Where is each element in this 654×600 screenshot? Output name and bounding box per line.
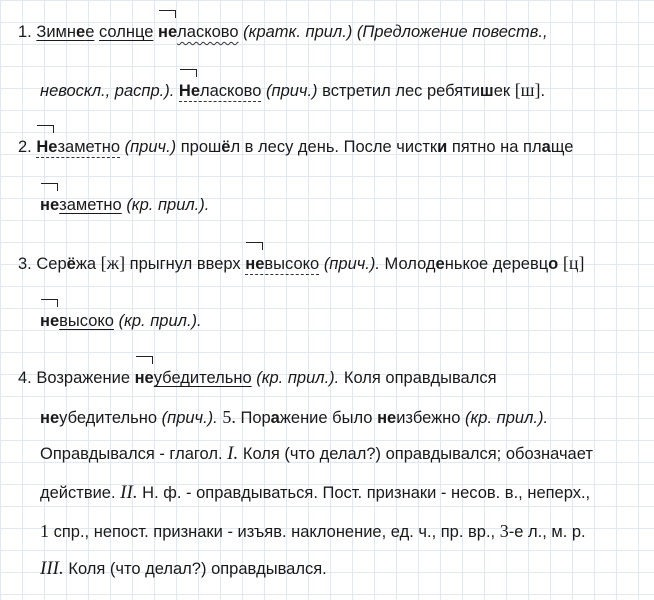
bold-letter: а [541, 138, 551, 156]
word-part: заметно [57, 138, 121, 156]
number: 1 [40, 521, 49, 541]
text [322, 82, 510, 100]
word-part: ек [493, 82, 511, 100]
word-part: заметно [59, 196, 122, 214]
bold-letter: ш [479, 82, 494, 100]
bold-letter: ё [221, 138, 231, 156]
annotation: (прич.) [124, 138, 177, 156]
word-part: пятно на пл [451, 138, 542, 156]
predicate-word [40, 196, 122, 214]
word-part: встретил лес ребяти [322, 82, 480, 100]
word-part: ласково [200, 82, 262, 100]
text [500, 523, 586, 541]
line-12 [40, 558, 654, 580]
predicate-word [135, 369, 252, 387]
bold-letter: о [548, 255, 559, 273]
text: действие. [40, 484, 116, 502]
word-part: л в лесу день. После чистк [230, 138, 438, 156]
text: Н. ф. - оправдываться. Пост. признаки - несов. в., неперх., [142, 484, 591, 502]
line-1 [18, 21, 654, 43]
bold-letter: ё [66, 255, 76, 273]
punct: . [540, 82, 546, 100]
bold-letter: а [270, 409, 280, 427]
item-number: 2. [18, 138, 32, 156]
annotation: (прич.). [161, 409, 218, 427]
annotation: (кр. прил.). [465, 409, 549, 427]
text [181, 138, 574, 156]
annotation: (прич.) [266, 82, 318, 100]
particle-ne: не [134, 369, 154, 387]
text: Коля (что делал?) оправдывался. [68, 560, 327, 578]
particle-ne: не [40, 196, 60, 214]
word-part: жа [75, 255, 97, 273]
particle-ne: не [377, 409, 397, 427]
word-part: прош [180, 138, 222, 156]
subject-word: солнце [98, 23, 154, 41]
text: прыгнул вверх [129, 255, 241, 273]
annotation: (кр. прил.). [256, 369, 340, 387]
word-part: избежно [396, 409, 461, 427]
word-part: ласково [177, 23, 239, 41]
word-part: -е л., м. р. [508, 523, 586, 541]
text [385, 255, 559, 273]
annotation: (кратк. прил.) (Предложение повеств., [243, 23, 548, 41]
text: Коля (что делал?) оправдывался; обозначает [242, 445, 593, 463]
item-number: 4. [18, 369, 32, 387]
transcription: [ш] [514, 80, 541, 100]
word-part: е [85, 23, 95, 41]
line-6 [40, 310, 654, 332]
text: Коля оправдывался [343, 369, 497, 387]
line-9 [40, 443, 654, 465]
word-part: ще [550, 138, 574, 156]
line-8 [40, 406, 654, 429]
subject-word [36, 23, 94, 41]
word-part: Зимн [36, 23, 76, 41]
word-part: убедительно [59, 409, 158, 427]
word-part: Пор [240, 409, 271, 427]
line-5 [18, 252, 654, 275]
line-11 [40, 520, 654, 543]
line-10 [40, 482, 654, 504]
text [240, 409, 460, 427]
item-number: 5. [222, 407, 236, 427]
adverbial-word [245, 255, 319, 275]
adverbial-word [36, 138, 120, 158]
line-3 [18, 136, 654, 158]
particle-ne: не [158, 23, 178, 41]
transcription: [ж] [100, 253, 126, 273]
roman-numeral: I. [227, 443, 239, 464]
word-part: высоко [59, 312, 114, 330]
bold-letter: и [437, 138, 448, 156]
line-7 [18, 367, 654, 389]
annotation: (кр. прил.). [118, 312, 202, 330]
item-number: 1. [18, 23, 32, 41]
text: Оправдывался - глагол. [40, 445, 223, 463]
word-part: жение было [279, 409, 373, 427]
word-part: Молод [384, 255, 436, 273]
adverbial-word [179, 82, 262, 102]
bold-letter: е [435, 255, 445, 273]
particle-ne: не [245, 255, 265, 273]
text [40, 409, 157, 427]
predicate-word [158, 23, 239, 41]
word-part: высоко [264, 255, 320, 273]
particle-ne: Не [178, 82, 200, 100]
particle-ne: Не [36, 138, 58, 156]
text: Возражение [36, 369, 130, 387]
roman-numeral: II. [120, 482, 138, 503]
item-number: 3. [18, 255, 32, 273]
annotation: (кр. прил.). [126, 196, 210, 214]
text: спр., непост. признаки - изъяв. наклонение, ед. ч., пр. вр., [53, 523, 496, 541]
word-part: Сер [36, 255, 67, 273]
particle-ne: не [40, 312, 60, 330]
word-part: убедительно [153, 369, 252, 387]
bold-letter: е [76, 23, 86, 41]
transcription: [ц] [562, 253, 585, 273]
roman-numeral: III. [40, 558, 64, 579]
text [36, 255, 96, 273]
line-4 [40, 194, 654, 216]
word-part: нькое деревц [444, 255, 549, 273]
particle-ne: не [40, 409, 60, 427]
line-2 [40, 79, 654, 102]
number: 3 [499, 521, 509, 541]
annotation: невоскл., распр.). [40, 82, 175, 100]
annotation: (прич.). [323, 255, 380, 273]
predicate-word [40, 312, 114, 330]
